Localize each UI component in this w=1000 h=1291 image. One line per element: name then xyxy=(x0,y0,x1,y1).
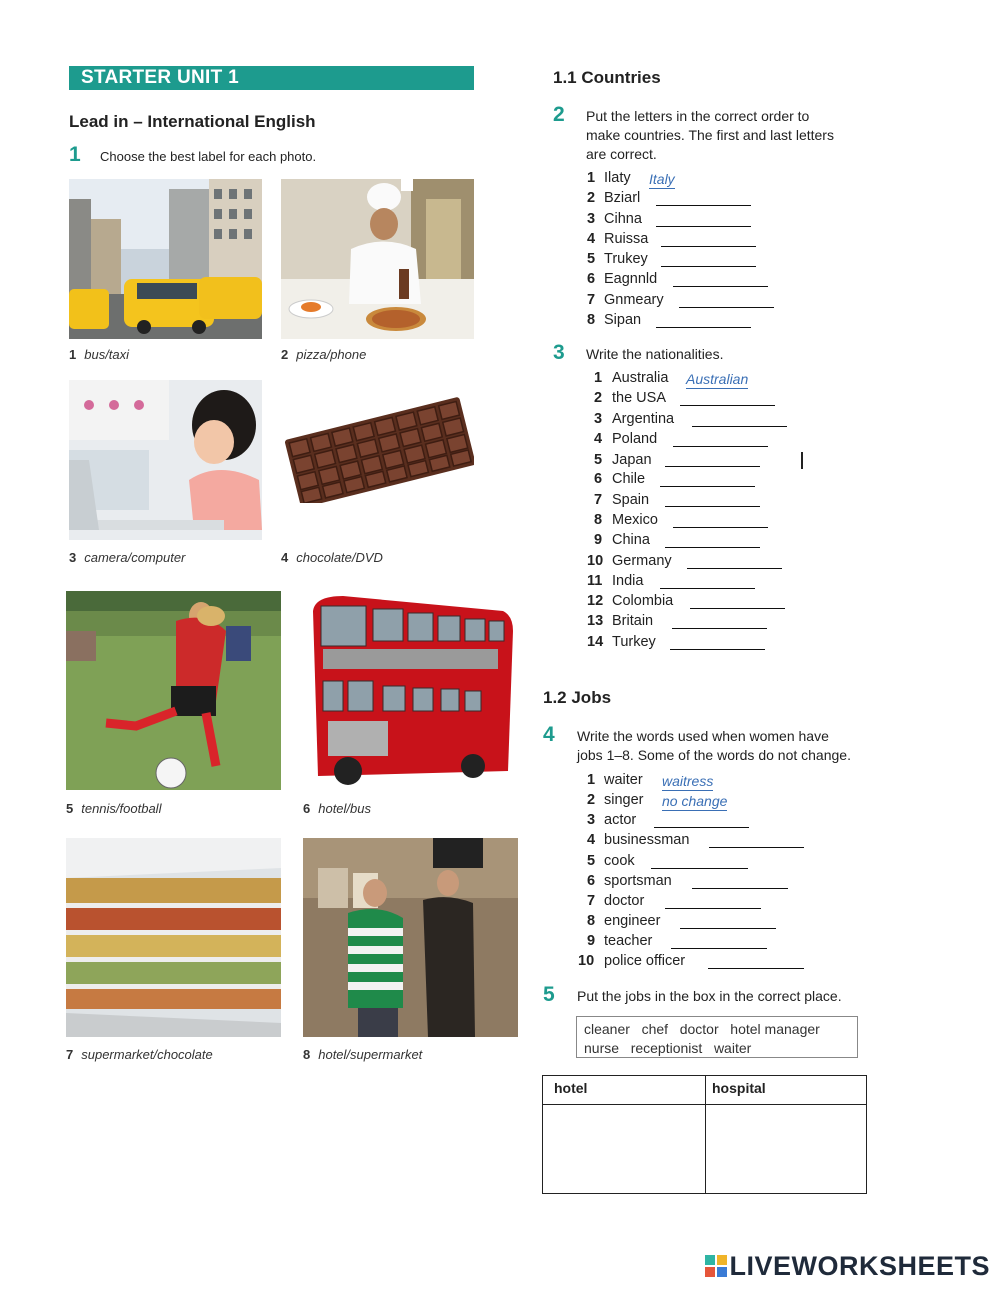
unit-banner: STARTER UNIT 1 xyxy=(69,66,474,90)
country-item-4: 4 Ruissa xyxy=(587,231,649,247)
job-blank-5[interactable] xyxy=(651,868,748,869)
job-blank-8[interactable] xyxy=(680,928,776,929)
nationality-blank-8[interactable] xyxy=(673,527,768,528)
table-header-hospital: hospital xyxy=(712,1080,766,1096)
job-item-4: 4 businessman xyxy=(587,832,690,848)
exercise-1-number: 1 xyxy=(69,143,81,166)
nationality-item-5: 5 Japan xyxy=(594,452,652,468)
exercise-2-instruction: Put the letters in the correct order to make countries. The first and last letters are correct. xyxy=(586,108,834,162)
exercise-3-instruction: Write the nationalities. xyxy=(586,346,724,362)
country-item-3: 3 Cihna xyxy=(587,211,642,227)
photo-taxis xyxy=(69,179,262,339)
country-answer-blank-5[interactable] xyxy=(661,266,756,267)
nationality-item-12: 12 Colombia xyxy=(587,593,674,609)
nationality-item-2: 2 the USA xyxy=(594,390,666,406)
hotel-drop-area[interactable] xyxy=(543,1105,704,1193)
nationality-item-13: 13 Britain xyxy=(587,613,654,629)
nationality-blank-6[interactable] xyxy=(660,486,755,487)
nationality-item-14: 14 Turkey xyxy=(587,634,656,650)
liveworksheets-logo: LIVEWORKSHEETS xyxy=(705,1251,990,1283)
caption-1: 1 bus/taxi xyxy=(69,347,130,362)
country-item-5: 5 Trukey xyxy=(587,251,648,267)
hospital-drop-area[interactable] xyxy=(706,1105,866,1193)
country-item-8: 8 Sipan xyxy=(587,312,642,328)
nationality-answer-1: Australian xyxy=(686,371,749,387)
nationality-blank-9[interactable] xyxy=(665,547,760,548)
nationality-item-3: 3 Argentina xyxy=(594,411,675,427)
job-blank-9[interactable] xyxy=(671,948,767,949)
countries-title: 1.1 Countries xyxy=(553,68,661,87)
nationality-item-8: 8 Mexico xyxy=(594,512,658,528)
country-item-1: 1 Ilaty xyxy=(587,170,631,186)
caption-6: 6 hotel/bus xyxy=(303,801,371,816)
caption-7: 7 supermarket/chocolate xyxy=(66,1047,213,1062)
word-box-line-2: nurse receptionist waiter xyxy=(584,1040,752,1056)
job-item-5: 5 cook xyxy=(587,853,635,869)
photo-hotel xyxy=(303,838,518,1037)
job-item-7: 7 doctor xyxy=(587,893,645,909)
nationality-blank-3[interactable] xyxy=(692,426,787,427)
caption-5: 5 tennis/football xyxy=(66,801,162,816)
nationality-item-6: 6 Chile xyxy=(594,471,646,487)
country-item-2: 2 Bziarl xyxy=(587,190,641,206)
nationality-blank-13[interactable] xyxy=(672,628,767,629)
nationality-blank-7[interactable] xyxy=(665,506,760,507)
jobs-title: 1.2 Jobs xyxy=(543,688,612,707)
country-answer-blank-8[interactable] xyxy=(656,327,751,328)
job-blank-3[interactable] xyxy=(654,827,749,828)
photo-chocolate xyxy=(281,393,474,503)
country-answer-blank-3[interactable] xyxy=(656,226,751,227)
photo-supermarket xyxy=(66,838,281,1037)
word-box xyxy=(576,1016,858,1058)
table-header-hotel: hotel xyxy=(554,1080,588,1096)
nationality-item-7: 7 Spain xyxy=(594,492,650,508)
country-answer-1: Italy xyxy=(649,171,675,187)
caption-4: 4 chocolate/DVD xyxy=(281,550,383,565)
nationality-blank-5[interactable] xyxy=(665,466,760,467)
photo-red-bus xyxy=(303,591,518,790)
word-box-line-1: cleaner chef doctor hotel manager xyxy=(584,1021,820,1037)
exercise-1-instruction: Choose the best label for each photo. xyxy=(100,149,317,164)
nationality-blank-14[interactable] xyxy=(670,649,765,650)
exercise-5-number: 5 xyxy=(543,983,555,1006)
caption-2: 2 pizza/phone xyxy=(281,347,367,362)
nationality-item-1: 1 Australia xyxy=(594,370,669,386)
photo-girl-computer xyxy=(69,380,262,540)
exercise-2-number: 2 xyxy=(553,103,565,126)
job-item-8: 8 engineer xyxy=(587,913,661,929)
job-item-6: 6 sportsman xyxy=(587,873,672,889)
photo-football xyxy=(66,591,281,790)
caption-3: 3 camera/computer xyxy=(69,550,186,565)
exercise-3-number: 3 xyxy=(553,341,565,364)
lead-in-title: Lead in – International English xyxy=(69,112,316,131)
nationality-blank-4[interactable] xyxy=(673,446,768,447)
nationality-blank-12[interactable] xyxy=(690,608,785,609)
job-blank-6[interactable] xyxy=(692,888,788,889)
job-item-1: 1 waiter xyxy=(587,772,643,788)
exercise-5-instruction: Put the jobs in the box in the correct place. xyxy=(577,988,842,1004)
job-answer-1: waitress xyxy=(662,773,714,789)
nationality-blank-11[interactable] xyxy=(660,588,755,589)
country-answer-blank-4[interactable] xyxy=(661,246,756,247)
nationality-item-10: 10 Germany xyxy=(587,553,672,569)
text-cursor xyxy=(801,452,803,469)
liveworksheets-logo-icon xyxy=(705,1253,727,1275)
photo-chef-pizza xyxy=(281,179,474,339)
caption-8: 8 hotel/supermarket xyxy=(303,1047,423,1062)
country-answer-blank-6[interactable] xyxy=(673,286,768,287)
job-blank-4[interactable] xyxy=(709,847,804,848)
country-answer-blank-2[interactable] xyxy=(656,205,751,206)
job-blank-7[interactable] xyxy=(665,908,761,909)
job-answer-2: no change xyxy=(662,793,728,809)
exercise-4-instruction: Write the words used when women have jobs 1–8. Some of the words do not change. xyxy=(577,728,851,763)
job-item-3: 3 actor xyxy=(587,812,637,828)
nationality-blank-10[interactable] xyxy=(687,568,782,569)
exercise-4-number: 4 xyxy=(543,723,555,746)
job-blank-10[interactable] xyxy=(708,968,804,969)
nationality-item-11: 11 India xyxy=(587,573,644,589)
job-item-10: 10 police officer xyxy=(578,953,686,969)
jobs-table xyxy=(542,1075,867,1194)
job-item-9: 9 teacher xyxy=(587,933,653,949)
country-item-7: 7 Gnmeary xyxy=(587,292,664,308)
nationality-item-4: 4 Poland xyxy=(594,431,658,447)
job-item-2: 2 singer xyxy=(587,792,644,808)
nationality-item-9: 9 China xyxy=(594,532,650,548)
country-item-6: 6 Eagnnld xyxy=(587,271,658,287)
country-answer-blank-7[interactable] xyxy=(679,307,774,308)
nationality-blank-2[interactable] xyxy=(680,405,775,406)
